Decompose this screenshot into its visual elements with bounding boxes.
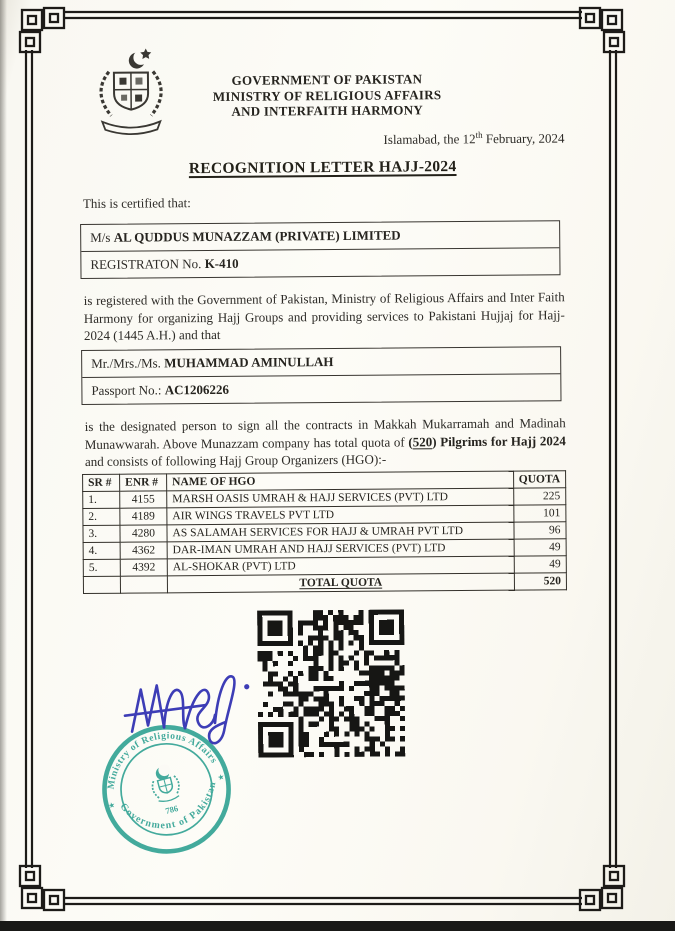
registration-number: K-410	[204, 255, 239, 272]
stamp-arc-top: Ministry of Religious Affairs	[105, 730, 220, 790]
col-name: NAME OF HGO	[167, 471, 514, 491]
passport-number: AC1206226	[164, 381, 230, 398]
stamp-star-right: ★	[217, 773, 225, 782]
issue-date: Islamabad, the 12th February, 2024	[383, 129, 565, 147]
registration-row: REGISTRATON No. K-410	[81, 247, 559, 278]
letter-title: RECOGNITION LETTER HAJJ-2024	[188, 158, 457, 178]
total-quota-label: TOTAL QUOTA	[167, 573, 514, 593]
table-total-row	[83, 573, 566, 594]
hgo-quota-table	[82, 470, 567, 594]
header-line-3: AND INTERFAITH HARMONY	[231, 102, 424, 119]
certify-line: This is certified that:	[82, 195, 191, 211]
person-name: MUHAMMAD AMINULLAH	[164, 354, 334, 371]
stamp-number: 786	[164, 803, 180, 816]
total-quota-inline: 520	[412, 433, 433, 449]
col-quota: QUOTA	[513, 471, 565, 488]
person-name-row: Mr./Mrs./Ms. MUHAMMAD AMINULLAH	[91, 354, 334, 371]
col-sr: SR #	[83, 474, 120, 491]
scan-edge-shadow	[0, 0, 7, 931]
designated-paragraph: is the designated person to sign all the contracts in Makkah Mukarramah and Madinah Munawwarah. Above Munazzam company has total quota of (520) Pilgrims for Hajj 2024 and consists of following Hajj Group Organizers (HGO):-	[84, 415, 566, 469]
scan-bottom-bar	[0, 921, 675, 931]
col-enr: ENR #	[120, 474, 167, 491]
signature	[118, 665, 264, 750]
table-row: 1. 4155 MARSH OASIS UMRAH & HAJJ SERVICES (PVT) LTD 225	[83, 488, 566, 509]
company-name-row: M/s AL QUDDUS MUNAZZAM (PRIVATE) LIMITED	[90, 227, 401, 245]
date-ordinal: th	[475, 129, 483, 140]
total-quota-value: 520	[514, 573, 566, 590]
passport-row: Passport No.: AC1206226	[82, 373, 560, 404]
company-name: AL QUDDUS MUNAZZAM (PRIVATE) LIMITED	[113, 227, 401, 245]
header-line-1: GOVERNMENT OF PAKISTAN	[231, 71, 423, 88]
stamp-star-left: ★	[108, 801, 116, 811]
table-row: 5. 4392 AL-SHOKAR (PVT) LTD 49	[83, 556, 566, 577]
header-line-2: MINISTRY OF RELIGIOUS AFFAIRS	[212, 86, 442, 104]
stamp-arc-bottom: Government of Pakistan	[117, 780, 219, 832]
table-row: 4. 4362 DAR-IMAN UMRAH AND HAJJ SERVICES (PVT) LTD 49	[83, 539, 566, 560]
pakistan-emblem-icon	[81, 47, 182, 142]
registered-paragraph: is registered with the Government of Pakistan, Ministry of Religious Affairs and Inter Faith Harmony for organizing Hajj Groups and providing services to Pakistani Hujjaj for Hajj-2024 (1445 A.H.) and that	[83, 289, 565, 343]
company-box	[80, 220, 560, 279]
ministry-header	[182, 71, 472, 120]
table-row: 3. 4280 AS SALAMAH SERVICES FOR HAJJ & UMRAH PVT LTD 96	[83, 522, 566, 543]
table-row: 2. 4189 AIR WINGS TRAVELS PVT LTD 101	[83, 505, 566, 526]
person-box	[81, 346, 561, 405]
qr-code	[257, 609, 405, 757]
